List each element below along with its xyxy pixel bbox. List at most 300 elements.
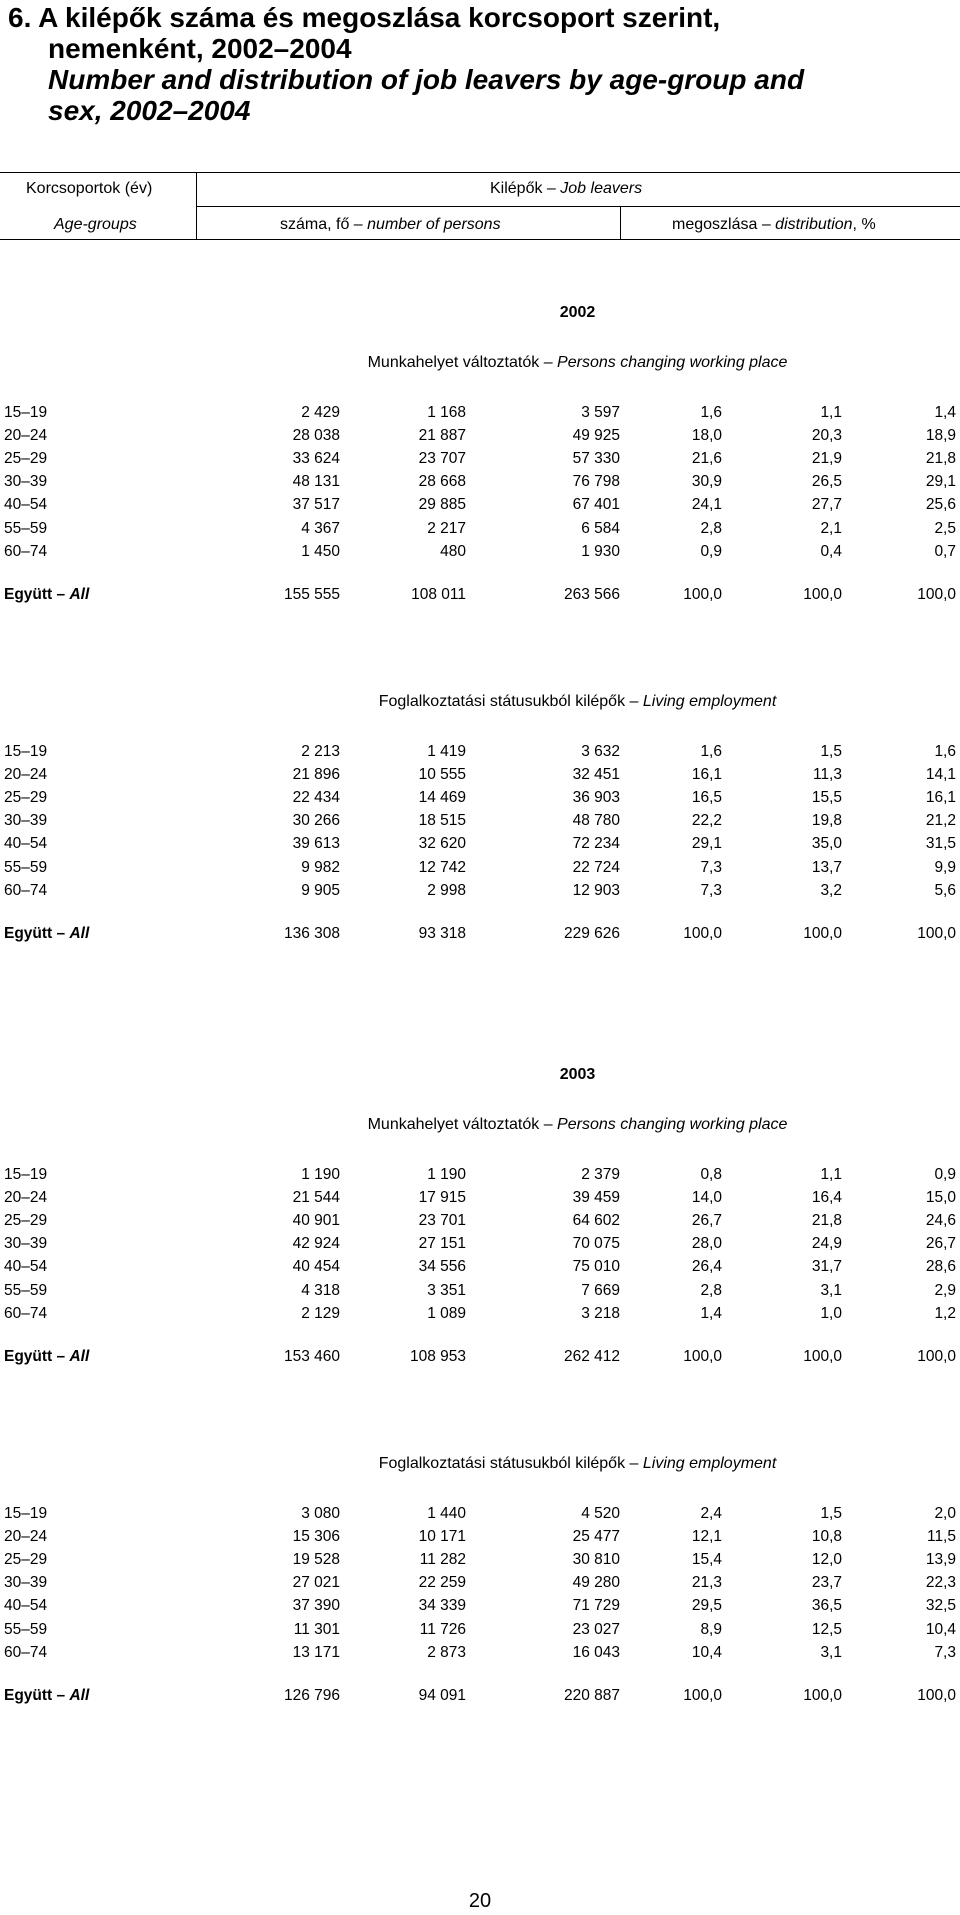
table-cell: 27 021 (292, 1574, 340, 1592)
table-cell: 3 632 (581, 743, 620, 760)
table-row (0, 1258, 960, 1280)
table-cell: 2 217 (427, 519, 466, 537)
table-cell: 4 520 (581, 1505, 620, 1522)
table-cell: 15,0 (925, 1189, 956, 1207)
table-cell: 11 301 (293, 1620, 340, 1638)
table-cell: 28 038 (292, 427, 340, 445)
table-cell: 1,4 (934, 404, 956, 421)
total-cell: 229 626 (563, 924, 620, 942)
table-cell: 25,6 (925, 496, 956, 514)
table-row (0, 789, 960, 811)
table-cell: 7,3 (700, 881, 722, 899)
table-cell: 35,0 (811, 835, 842, 853)
page-title (8, 2, 948, 126)
table-cell: 1,4 (700, 1304, 722, 1322)
total-label (4, 1348, 89, 1366)
table-cell: 3,1 (820, 1643, 842, 1661)
table-cell: 21,9 (811, 450, 842, 468)
total-cell: 155 555 (283, 585, 340, 603)
number-hu: száma, fő – (280, 216, 363, 233)
table-cell: 2 998 (427, 881, 466, 899)
table-row (0, 1644, 960, 1666)
table-cell: 14,1 (925, 766, 956, 784)
total-cell: 100,0 (803, 924, 842, 942)
table-cell: 22,2 (691, 812, 722, 830)
table-cell: 1,6 (934, 743, 956, 760)
table-cell: 0,4 (820, 542, 842, 560)
table-cell: 30 810 (572, 1551, 620, 1569)
header-mid-rule (196, 206, 960, 207)
total-label-hu: Együtt – (4, 1347, 66, 1365)
table-cell: 26,7 (691, 1212, 722, 1230)
age-group-label: 30–39 (4, 1235, 48, 1253)
distribution-unit: , % (852, 216, 876, 233)
table-row (0, 404, 960, 426)
number-header (280, 216, 501, 234)
table-row (0, 743, 960, 765)
total-row (0, 1687, 960, 1709)
subsection-title-en: Living employment (642, 693, 777, 710)
table-cell: 16,1 (925, 789, 956, 807)
table-cell: 37 517 (292, 496, 340, 514)
total-cell: 100,0 (917, 1347, 956, 1365)
table-cell: 27 151 (418, 1235, 466, 1253)
table-cell: 1 190 (301, 1166, 340, 1183)
table-cell: 15 306 (292, 1528, 340, 1546)
table-cell: 4 367 (301, 519, 340, 537)
age-group-label: 30–39 (4, 1574, 48, 1592)
table-row (0, 1621, 960, 1643)
table-cell: 42 924 (292, 1235, 340, 1253)
total-label-en: All (69, 585, 90, 603)
table-cell: 33 624 (292, 450, 340, 468)
age-group-label: 60–74 (4, 1643, 48, 1661)
table-cell: 3,1 (820, 1281, 842, 1299)
table-cell: 20,3 (811, 427, 842, 445)
table-cell: 1 168 (427, 404, 466, 421)
table-cell: 28 668 (418, 473, 466, 491)
table-cell: 10,4 (925, 1620, 956, 1638)
table-cell: 1 419 (427, 743, 466, 760)
subsection-title (0, 1116, 960, 1134)
table-cell: 25 477 (572, 1528, 620, 1546)
header-divider-2 (620, 206, 621, 240)
total-row (0, 586, 960, 608)
total-cell: 108 011 (411, 585, 466, 603)
table-row (0, 473, 960, 495)
table-cell: 23 701 (418, 1212, 466, 1230)
table-row (0, 1305, 960, 1327)
distribution-hu: megoszlása – (672, 216, 771, 233)
table-cell: 11 726 (419, 1620, 466, 1638)
table-row (0, 1166, 960, 1188)
title-line-3: Number and distribution of job leavers by age-group and (48, 64, 805, 95)
table-cell: 0,9 (934, 1166, 956, 1183)
table-cell: 1 450 (301, 542, 340, 560)
table-cell: 1 089 (427, 1304, 466, 1322)
subsection-title-hu: Munkahelyet változtatók – (367, 1116, 553, 1133)
table-cell: 21,3 (691, 1574, 722, 1592)
table-cell: 14 469 (418, 789, 466, 807)
table-cell: 13 171 (292, 1643, 340, 1661)
title-line-2: nemenként, 2002–2004 (48, 33, 352, 64)
table-cell: 16,1 (691, 766, 722, 784)
table-cell: 18,0 (691, 427, 722, 445)
job-leavers-en: Job leavers (560, 180, 643, 197)
total-cell: 100,0 (917, 1686, 956, 1704)
total-cell: 108 953 (409, 1347, 466, 1365)
age-group-label: 20–24 (4, 1528, 48, 1546)
table-cell: 64 602 (572, 1212, 620, 1230)
table-cell: 13,9 (925, 1551, 956, 1569)
table-cell: 2,9 (934, 1281, 956, 1299)
table-cell: 21 544 (292, 1189, 340, 1207)
table-cell: 49 280 (572, 1574, 620, 1592)
title-line-4: sex, 2002–2004 (48, 95, 251, 126)
table-cell: 10 555 (418, 766, 466, 784)
age-group-label: 60–74 (4, 1304, 48, 1322)
table-cell: 24,6 (925, 1212, 956, 1230)
subsection-title-hu: Foglalkoztatási státusukból kilépők – (378, 693, 639, 710)
subsection-title-en: Persons changing working place (557, 354, 788, 371)
total-cell: 100,0 (917, 585, 956, 603)
table-row (0, 882, 960, 904)
age-group-label: 40–54 (4, 835, 48, 853)
table-cell: 12 742 (418, 858, 466, 876)
table-cell: 67 401 (572, 496, 620, 514)
table-cell: 1,6 (700, 404, 722, 421)
age-group-label: 55–59 (4, 858, 48, 876)
table-cell: 2,4 (700, 1505, 722, 1522)
header-divider-1 (196, 172, 197, 240)
age-group-label: 20–24 (4, 766, 48, 784)
total-label (4, 1687, 89, 1705)
page-number: 20 (468, 1890, 492, 1912)
age-group-label: 60–74 (4, 881, 48, 899)
total-label-en: All (69, 1347, 90, 1365)
table-cell: 26,7 (925, 1235, 956, 1253)
age-group-label: 20–24 (4, 1189, 48, 1207)
table-cell: 5,6 (934, 881, 956, 899)
total-cell: 100,0 (683, 1347, 722, 1365)
subsection-title-hu: Foglalkoztatási státusukból kilépők – (378, 1455, 639, 1472)
table-cell: 76 798 (572, 473, 620, 491)
age-group-label: 25–29 (4, 1212, 48, 1230)
table-cell: 32 451 (572, 766, 620, 784)
year-heading: 2002 (559, 304, 596, 321)
table-cell: 0,7 (934, 542, 956, 560)
table-cell: 22 434 (292, 789, 340, 807)
table-cell: 29,5 (691, 1597, 722, 1615)
table-cell: 28,6 (925, 1258, 956, 1276)
table-cell: 26,4 (691, 1258, 722, 1276)
table-cell: 31,5 (925, 835, 956, 853)
age-group-label: 30–39 (4, 812, 48, 830)
table-cell: 16,5 (691, 789, 722, 807)
table-cell: 75 010 (572, 1258, 620, 1276)
total-cell: 153 460 (283, 1347, 340, 1365)
subsection-title (0, 693, 960, 711)
table-cell: 22 259 (418, 1574, 466, 1592)
age-group-label: 20–24 (4, 427, 48, 445)
total-cell: 126 796 (283, 1686, 340, 1704)
total-label-en: All (69, 924, 90, 942)
table-row (0, 1574, 960, 1596)
table-cell: 2 429 (301, 404, 340, 421)
table-cell: 70 075 (572, 1235, 620, 1253)
total-label-hu: Együtt – (4, 924, 66, 942)
table-cell: 21,2 (925, 812, 956, 830)
table-cell: 3 351 (427, 1281, 466, 1299)
table-cell: 10,4 (691, 1643, 722, 1661)
table-cell: 12 903 (572, 881, 620, 899)
table-row (0, 1282, 960, 1304)
table-cell: 39 459 (572, 1189, 620, 1207)
subsection-title-en: Living employment (642, 1455, 777, 1472)
table-row (0, 1597, 960, 1619)
total-label-hu: Együtt – (4, 585, 66, 603)
table-cell: 9 982 (301, 858, 340, 876)
table-cell: 27,7 (811, 496, 842, 514)
table-cell: 4 318 (301, 1281, 340, 1299)
table-cell: 7 669 (581, 1281, 620, 1299)
distribution-en: distribution (775, 216, 853, 233)
table-cell: 21,6 (691, 450, 722, 468)
table-cell: 21,8 (925, 450, 956, 468)
table-cell: 7,3 (700, 858, 722, 876)
table-cell: 17 915 (418, 1189, 466, 1207)
table-cell: 19,8 (811, 812, 842, 830)
job-leavers-hu: Kilépők – (490, 180, 556, 197)
age-group-label: 60–74 (4, 542, 48, 560)
total-cell: 100,0 (803, 1347, 842, 1365)
table-cell: 3,2 (820, 881, 842, 899)
total-cell: 100,0 (803, 1686, 842, 1704)
age-group-label: 55–59 (4, 1281, 48, 1299)
job-leavers-header (490, 180, 642, 198)
table-cell: 18 515 (418, 812, 466, 830)
table-cell: 10 171 (418, 1528, 466, 1546)
table-cell: 2 129 (301, 1304, 340, 1322)
table-cell: 1 440 (427, 1505, 466, 1522)
total-cell: 100,0 (917, 924, 956, 942)
total-label (4, 925, 89, 943)
table-cell: 22 724 (572, 858, 620, 876)
number-en: number of persons (367, 216, 501, 233)
table-cell: 2 379 (581, 1166, 620, 1183)
table-cell: 1,6 (700, 743, 722, 760)
subsection-title-en: Persons changing working place (557, 1116, 788, 1133)
age-group-label: 25–29 (4, 1551, 48, 1569)
total-cell: 136 308 (283, 924, 340, 942)
table-cell: 2,5 (934, 519, 956, 537)
table-cell: 3 597 (581, 404, 620, 421)
table-cell: 32,5 (925, 1597, 956, 1615)
table-cell: 11 282 (419, 1551, 466, 1569)
table-cell: 21 887 (418, 427, 466, 445)
table-row (0, 766, 960, 788)
year-heading: 2003 (559, 1066, 596, 1083)
table-cell: 480 (440, 542, 466, 560)
table-cell: 14,0 (691, 1189, 722, 1207)
table-header (0, 172, 960, 240)
table-cell: 15,5 (811, 789, 842, 807)
header-bottom-rule (0, 239, 960, 240)
table-cell: 34 339 (418, 1597, 466, 1615)
age-group-label: 40–54 (4, 1258, 48, 1276)
table-cell: 22,3 (925, 1574, 956, 1592)
table-cell: 40 901 (292, 1212, 340, 1230)
age-group-label: 55–59 (4, 1620, 48, 1638)
header-top-rule (0, 172, 960, 173)
table-cell: 49 925 (572, 427, 620, 445)
table-cell: 21,8 (811, 1212, 842, 1230)
table-cell: 23 027 (572, 1620, 620, 1638)
table-cell: 16,4 (811, 1189, 842, 1207)
total-label-hu: Együtt – (4, 1686, 66, 1704)
table-row (0, 1505, 960, 1527)
table-cell: 1 190 (427, 1166, 466, 1183)
table-row (0, 1189, 960, 1211)
total-cell: 262 412 (563, 1347, 620, 1365)
table-cell: 32 620 (418, 835, 466, 853)
table-row (0, 859, 960, 881)
table-cell: 48 780 (572, 812, 620, 830)
subsection-title (0, 1455, 960, 1473)
age-groups-hu: Korcsoportok (év) (26, 180, 153, 197)
age-groups-en: Age-groups (54, 216, 137, 233)
table-cell: 19 528 (292, 1551, 340, 1569)
table-cell: 12,5 (811, 1620, 842, 1638)
age-group-label: 40–54 (4, 1597, 48, 1615)
table-cell: 1,1 (820, 404, 842, 421)
total-cell: 93 318 (418, 924, 466, 942)
age-group-label: 40–54 (4, 496, 48, 514)
total-cell: 100,0 (683, 924, 722, 942)
table-cell: 24,1 (691, 496, 722, 514)
table-cell: 1 930 (581, 542, 620, 560)
table-row (0, 450, 960, 472)
table-cell: 12,1 (691, 1528, 722, 1546)
table-cell: 0,9 (700, 542, 722, 560)
table-cell: 30,9 (691, 473, 722, 491)
total-label-en: All (69, 1686, 90, 1704)
table-cell: 1,5 (820, 743, 842, 760)
table-cell: 48 131 (292, 473, 340, 491)
table-cell: 1,2 (934, 1304, 956, 1322)
table-cell: 30 266 (292, 812, 340, 830)
table-cell: 57 330 (572, 450, 620, 468)
table-cell: 2,8 (700, 519, 722, 537)
table-cell: 29,1 (691, 835, 722, 853)
table-cell: 1,5 (820, 1505, 842, 1522)
subsection-title-hu: Munkahelyet változtatók – (367, 354, 553, 371)
table-row (0, 812, 960, 834)
total-label (4, 586, 89, 604)
total-cell: 263 566 (563, 585, 620, 603)
age-group-label: 25–29 (4, 450, 48, 468)
table-cell: 10,8 (811, 1528, 842, 1546)
total-cell: 220 887 (563, 1686, 620, 1704)
age-group-label: 15–19 (4, 404, 48, 421)
table-cell: 1,1 (820, 1166, 842, 1183)
table-cell: 16 043 (572, 1643, 620, 1661)
table-cell: 2 873 (427, 1643, 466, 1661)
table-cell: 8,9 (700, 1620, 722, 1638)
table-row (0, 1551, 960, 1573)
table-cell: 11,3 (812, 766, 842, 784)
age-group-label: 55–59 (4, 519, 48, 537)
table-cell: 18,9 (925, 427, 956, 445)
table-cell: 37 390 (292, 1597, 340, 1615)
table-cell: 72 234 (572, 835, 620, 853)
table-cell: 26,5 (811, 473, 842, 491)
table-cell: 11,5 (926, 1528, 956, 1546)
table-cell: 34 556 (418, 1258, 466, 1276)
distribution-header (672, 216, 876, 234)
table-cell: 12,0 (811, 1551, 842, 1569)
table-cell: 40 454 (292, 1258, 340, 1276)
table-cell: 6 584 (581, 519, 620, 537)
age-group-label: 15–19 (4, 1505, 48, 1522)
table-cell: 23,7 (811, 1574, 842, 1592)
total-cell: 94 091 (418, 1686, 466, 1704)
age-group-label: 15–19 (4, 743, 48, 760)
table-cell: 0,8 (700, 1166, 722, 1183)
table-row (0, 496, 960, 518)
subsection-title (0, 354, 960, 372)
table-cell: 3 218 (581, 1304, 620, 1322)
total-cell: 100,0 (683, 1686, 722, 1704)
table-cell: 21 896 (292, 766, 340, 784)
age-group-label: 15–19 (4, 1166, 48, 1183)
table-cell: 36 903 (572, 789, 620, 807)
table-cell: 39 613 (292, 835, 340, 853)
table-row (0, 1212, 960, 1234)
table-cell: 71 729 (572, 1597, 620, 1615)
table-cell: 2,1 (820, 519, 842, 537)
table-cell: 1,0 (820, 1304, 842, 1322)
table-row (0, 543, 960, 565)
table-cell: 28,0 (691, 1235, 722, 1253)
total-row (0, 925, 960, 947)
table-cell: 2 213 (301, 743, 340, 760)
title-line-1: 6. A kilépők száma és megoszlása korcsoport szerint, (8, 2, 721, 33)
table-cell: 24,9 (811, 1235, 842, 1253)
age-group-label: 30–39 (4, 473, 48, 491)
table-cell: 29,1 (925, 473, 956, 491)
table-row (0, 520, 960, 542)
table-cell: 2,8 (700, 1281, 722, 1299)
table-row (0, 1528, 960, 1550)
total-cell: 100,0 (683, 585, 722, 603)
table-row (0, 1235, 960, 1257)
table-cell: 29 885 (418, 496, 466, 514)
table-cell: 2,0 (934, 1505, 956, 1522)
table-row (0, 427, 960, 449)
table-cell: 23 707 (418, 450, 466, 468)
table-cell: 9,9 (934, 858, 956, 876)
table-cell: 31,7 (811, 1258, 842, 1276)
table-cell: 15,4 (691, 1551, 722, 1569)
table-cell: 3 080 (301, 1505, 340, 1522)
total-cell: 100,0 (803, 585, 842, 603)
table-cell: 36,5 (811, 1597, 842, 1615)
table-cell: 13,7 (811, 858, 842, 876)
table-cell: 9 905 (301, 881, 340, 899)
age-group-label: 25–29 (4, 789, 48, 807)
total-row (0, 1348, 960, 1370)
